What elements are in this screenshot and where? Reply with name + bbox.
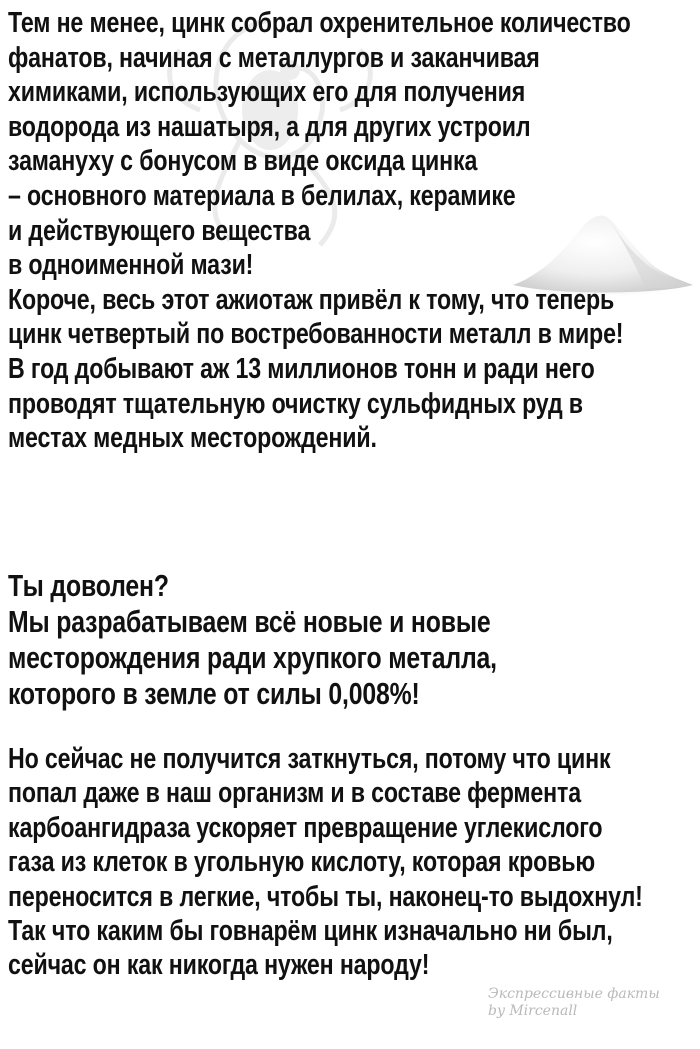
text-line: фанатов, начиная с металлургов и заканчивая bbox=[8, 41, 540, 74]
author-signature bbox=[488, 986, 688, 1020]
text-line: попал даже в наш организм и в составе фермента bbox=[8, 777, 581, 810]
text-line: проводят тщательную очистку сульфидных руд в bbox=[8, 387, 583, 420]
text-line: водорода из нашатыря, а для других устроил bbox=[8, 110, 531, 143]
text-line: Так что каким бы говнарём цинк изначально ни был, bbox=[8, 915, 613, 948]
text-line: переносится в легкие, чтобы ты, наконец-то выдохнул! bbox=[8, 880, 643, 913]
signature-author: by Mircenall bbox=[488, 1003, 578, 1019]
text-line: Короче, весь этот ажиотаж привёл к тому, что теперь bbox=[8, 283, 615, 316]
paragraph-zinc-popularity bbox=[8, 6, 700, 456]
text-line: газа из клеток в угольную кислоту, которая кровью bbox=[8, 846, 596, 879]
text-line: в одноименной мази! bbox=[8, 249, 254, 282]
text-line: – основного материала в белилах, керамике bbox=[8, 179, 516, 212]
text-line: которого в земле от силы 0,008%! bbox=[8, 676, 420, 711]
text-line: Тем не менее, цинк собрал охренительное количество bbox=[8, 7, 631, 39]
text-line: сейчас он как никогда нужен народу! bbox=[8, 949, 430, 982]
paragraph-satisfied-question bbox=[8, 568, 619, 712]
text-line: месторождения ради хрупкого металла, bbox=[8, 640, 497, 675]
text-line: карбоангидраза ускоряет превращение углекислого bbox=[8, 811, 603, 844]
text-line: и действующего вещества bbox=[8, 214, 311, 247]
text-line: В год добывают аж 13 миллионов тонн и ради него bbox=[8, 352, 595, 385]
text-line: Но сейчас не получится заткнуться, потому что цинк bbox=[8, 743, 611, 775]
paragraph-zinc-in-body bbox=[8, 742, 700, 983]
text-line: местах медных месторождений. bbox=[8, 422, 377, 455]
text-line: химиками, использующих его для получения bbox=[8, 76, 526, 109]
text-line: Ты доволен? bbox=[8, 568, 169, 603]
signature-series: Экспрессивные факты bbox=[488, 986, 660, 1002]
text-line: цинк четвертый по востребованности металл в мире! bbox=[8, 318, 624, 351]
text-line: замануху с бонусом в виде оксида цинка bbox=[8, 145, 478, 178]
text-line: Мы разрабатываем всё новые и новые bbox=[8, 604, 491, 639]
